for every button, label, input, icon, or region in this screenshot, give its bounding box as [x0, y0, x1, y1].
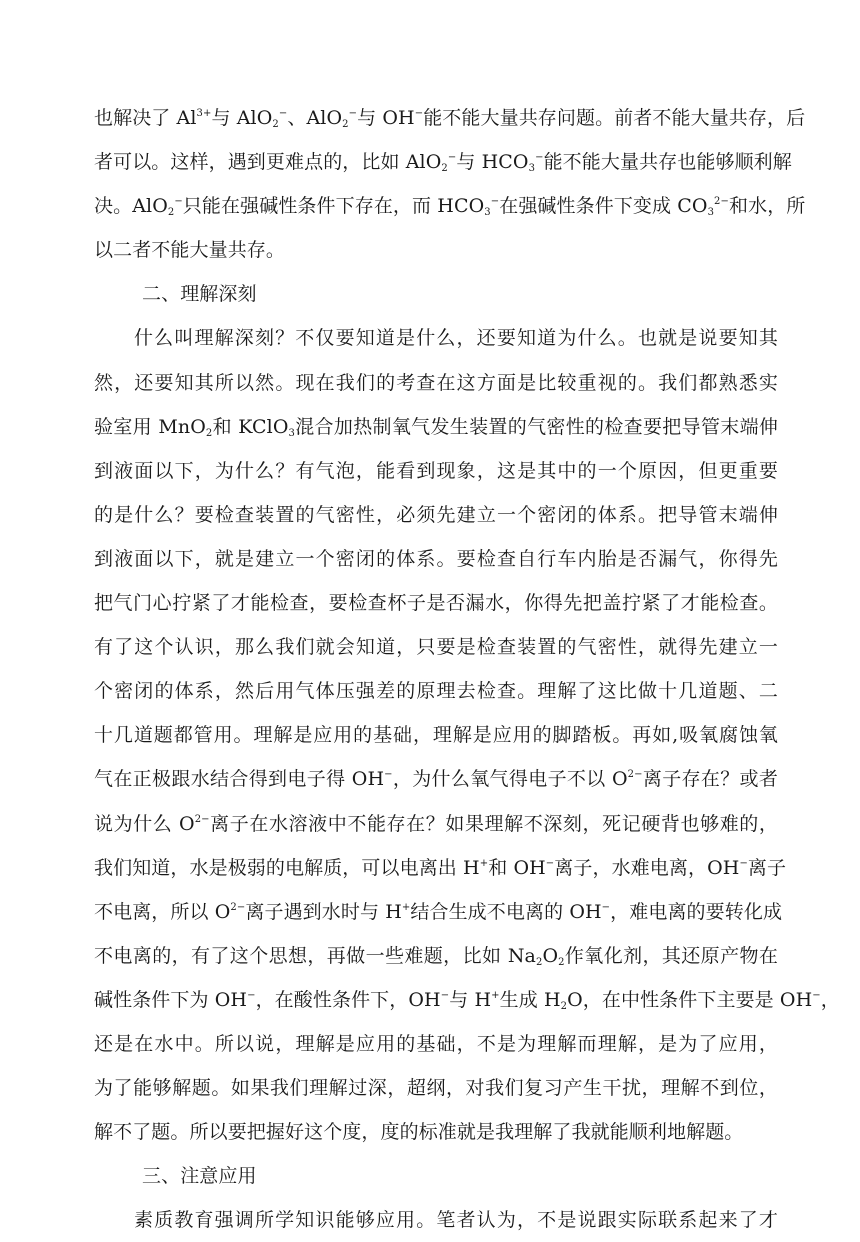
text-segment: 个密闭的体系，然后用气体压强差的原理去检查。理解了这比做十几道题、二	[94, 680, 778, 703]
text-segment: 与 HCO	[456, 151, 529, 174]
text-segment: 有了这个认识，那么我们就会知道，只要是检查装置的气密性，就得先建立一	[94, 636, 778, 659]
section-heading	[94, 272, 778, 316]
text-segment: 离子，水难电离，OH	[554, 856, 740, 879]
subscript: 3	[528, 163, 536, 175]
text-line	[94, 846, 787, 890]
text-segment: ，为什么氧气得电子不以 O	[392, 768, 628, 791]
superscript: −	[247, 989, 256, 1001]
text-segment: 、AlO	[287, 107, 343, 129]
article-body	[94, 96, 840, 1242]
text-line	[94, 625, 778, 669]
section-heading	[94, 1154, 778, 1198]
text-line	[94, 449, 778, 493]
text-segment: 结合生成不电离的 OH	[410, 900, 602, 923]
text-line	[94, 669, 778, 713]
text-segment: 和 OH	[488, 856, 546, 879]
text-line	[94, 316, 778, 360]
text-segment: O，在中性条件下主要是 OH	[567, 988, 813, 1011]
text-segment: 作氧化剂，其还原产物在	[564, 944, 778, 967]
text-line	[94, 1066, 778, 1110]
text-line	[94, 493, 778, 537]
text-segment: 不电离，所以 O	[94, 900, 231, 923]
subscript: 2	[441, 163, 448, 175]
superscript: −	[447, 152, 457, 164]
text-line	[94, 581, 778, 625]
text-line	[94, 537, 778, 581]
subscript: 3	[707, 207, 715, 219]
superscript: 2−	[194, 813, 210, 825]
text-segment: 不电离的，有了这个思想，再做一些难题，比如 Na	[94, 944, 536, 967]
text-line	[94, 1198, 778, 1242]
superscript: −	[490, 196, 500, 208]
subscript: 2	[535, 956, 543, 968]
text-segment: 解不了题。所以要把握好这个度，度的标准就是我理解了我就能顺利地解题。	[94, 1121, 744, 1144]
text-segment: 三、注意应用	[142, 1165, 257, 1188]
text-segment: 二、理解深刻	[142, 283, 257, 306]
text-segment: 素质教育强调所学知识能够应用。笔者认为，不是说跟实际联系起来了才	[134, 1209, 778, 1232]
text-line	[94, 96, 806, 140]
text-segment: ，在酸性条件下，OH	[255, 988, 441, 1011]
text-segment: 验室用 MnO	[94, 415, 206, 438]
superscript: −	[278, 108, 288, 119]
superscript: −	[535, 152, 544, 164]
text-segment: ，	[820, 988, 840, 1011]
subscript: 2	[558, 956, 565, 968]
text-segment: 生成 H	[499, 988, 561, 1011]
text-line	[94, 228, 778, 272]
text-segment: 还是在水中。所以说，理解是应用的基础，不是为理解而理解，是为了应用，	[94, 1032, 778, 1055]
text-segment: 离子遇到水时与 H	[245, 900, 402, 923]
text-line	[94, 361, 778, 405]
superscript: −	[812, 989, 821, 1001]
superscript: −	[414, 108, 424, 119]
text-segment: 碱性条件下为 OH	[94, 988, 248, 1011]
text-segment: 十几道题都管用。理解是应用的基础，理解是应用的脚踏板。再如,吸氧腐蚀氧	[94, 724, 778, 747]
text-segment: 为了能够解题。如果我们理解过深，超纲，对我们复习产生干扰，理解不到位，	[94, 1077, 778, 1100]
superscript: 2−	[627, 769, 643, 781]
subscript: 2	[167, 207, 175, 219]
text-line	[94, 1110, 778, 1154]
text-segment: 与 H	[449, 988, 492, 1011]
text-line	[94, 184, 806, 228]
subscript: 3	[484, 207, 491, 219]
text-line	[94, 405, 778, 449]
text-line	[94, 934, 778, 978]
text-segment: 和水，所	[729, 195, 806, 218]
subscript: 3	[288, 427, 296, 439]
text-segment: 离子存在？或者	[642, 768, 778, 791]
superscript: −	[601, 901, 611, 913]
superscript: −	[348, 108, 358, 119]
superscript: +	[491, 989, 500, 1001]
text-segment: 什么叫理解深刻？不仅要知道是什么，还要知道为什么。也就是说要知其	[134, 327, 778, 350]
superscript: −	[384, 769, 393, 781]
text-line	[94, 802, 778, 846]
text-segment: 能不能大量共存问题。前者不能大量共存，后	[423, 107, 806, 129]
text-segment: 也解决了 Al	[94, 107, 197, 129]
superscript: −	[739, 857, 748, 869]
subscript: 2	[205, 427, 213, 439]
text-line	[94, 1022, 778, 1066]
superscript: −	[174, 196, 183, 208]
text-segment: O	[542, 944, 559, 967]
superscript: 2−	[714, 196, 729, 208]
text-line	[94, 140, 792, 184]
text-segment: 能不能大量共存也能够顺利解	[543, 151, 792, 174]
text-segment: 混合加热制氧气发生装置的气密性的检查要把导管末端伸	[295, 415, 778, 438]
superscript: +	[479, 857, 489, 869]
superscript: −	[545, 857, 555, 869]
text-segment: 以二者不能大量共存。	[94, 239, 286, 262]
text-segment: 的是什么？要检查装置的气密性，必须先建立一个密闭的体系。把导管末端伸	[94, 503, 778, 526]
text-segment: 说为什么 O	[94, 812, 195, 835]
superscript: +	[401, 901, 411, 913]
text-line	[94, 890, 783, 934]
text-segment: 我们知道，水是极弱的电解质，可以电离出 H	[94, 856, 480, 879]
text-segment: 把气门心拧紧了才能检查，要检查杯子是否漏水，你得先把盖拧紧了才能检查。	[94, 592, 778, 615]
text-segment: 离子在水溶液中不能存在？如果理解不深刻，死记硬背也够难的，	[209, 812, 779, 835]
superscript: 2−	[230, 901, 246, 913]
text-segment: 决。AlO	[94, 195, 168, 218]
text-segment: 到液面以下，就是建立一个密闭的体系。要检查自行车内胎是否漏气，你得先	[94, 547, 778, 570]
text-segment: ，难电离的要转化成	[610, 900, 783, 923]
text-segment: 然，还要知其所以然。现在我们的考查在这方面是比较重视的。我们都熟悉实	[94, 371, 778, 394]
text-segment: 在强碱性条件下变成 CO	[499, 195, 708, 218]
text-segment: 离子	[747, 856, 787, 879]
text-segment: 和 KClO	[212, 415, 289, 438]
superscript: 3+	[196, 108, 212, 119]
subscript: 2	[342, 119, 349, 130]
text-segment: 与 OH	[357, 107, 415, 129]
text-segment: 与 AlO	[211, 107, 273, 129]
subscript: 2	[560, 1000, 568, 1012]
text-segment: 者可以。这样，遇到更难点的，比如 AlO	[94, 151, 442, 174]
text-line	[94, 713, 778, 757]
text-segment: 到液面以下，为什么？有气泡，能看到现象，这是其中的一个原因，但更重要	[94, 459, 778, 482]
subscript: 2	[272, 119, 279, 130]
text-line	[94, 978, 840, 1022]
text-segment: 气在正极跟水结合得到电子得 OH	[94, 768, 385, 791]
superscript: −	[440, 989, 450, 1001]
text-segment: 只能在强碱性条件下存在，而 HCO	[182, 195, 485, 218]
text-line	[94, 757, 778, 801]
